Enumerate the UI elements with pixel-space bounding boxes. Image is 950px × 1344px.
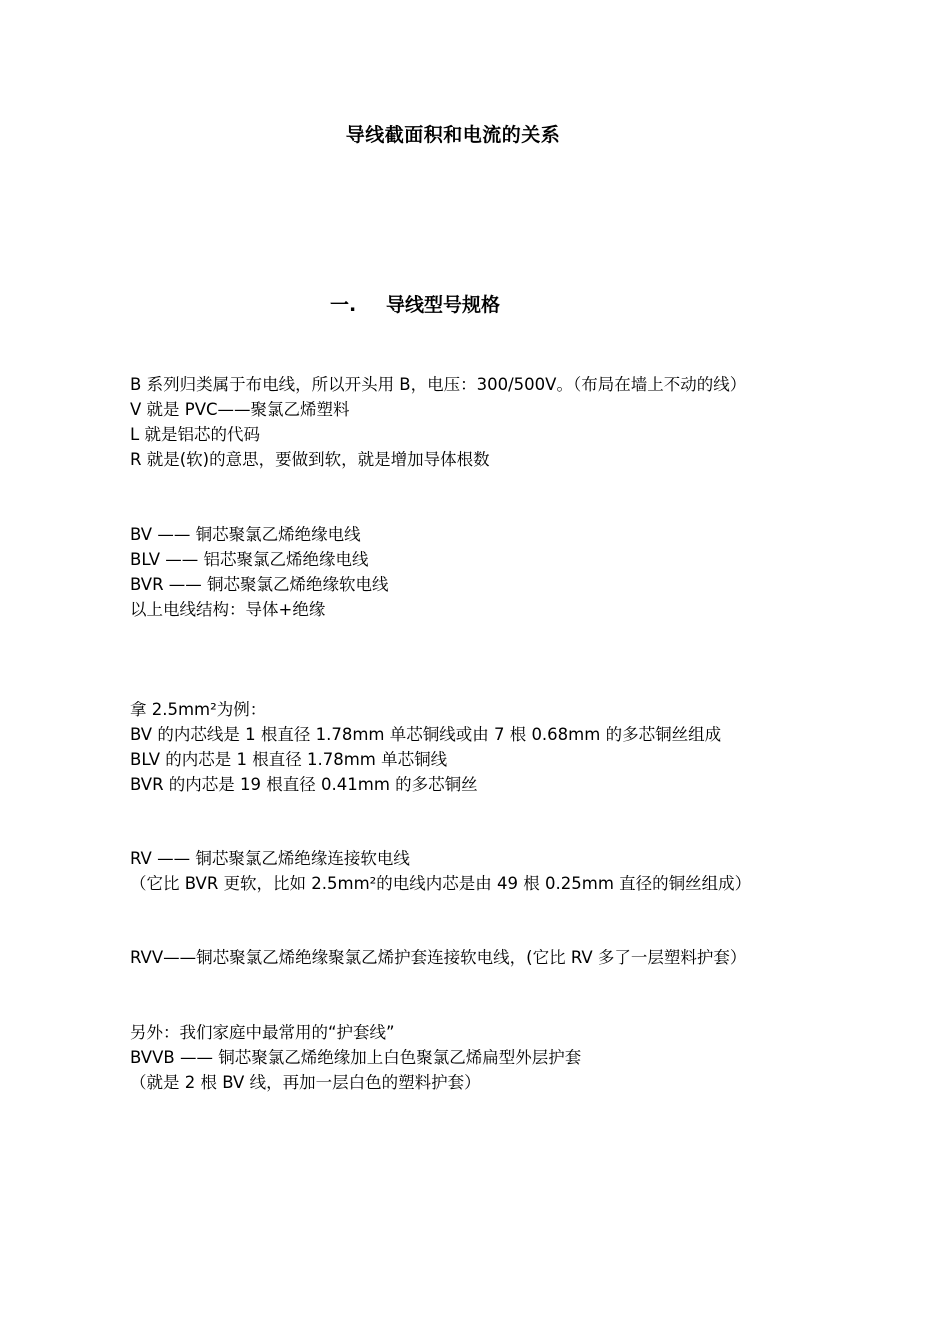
text-line: 拿 2.5mm²为例： <box>130 700 267 719</box>
text-line: （就是 2 根 BV 线，再加一层白色的塑料护套） <box>130 1073 481 1092</box>
text-line: BVR 的内芯是 19 根直径 0.41mm 的多芯铜丝 <box>130 775 478 794</box>
text-line: RV —— 铜芯聚氯乙烯绝缘连接软电线 <box>130 849 410 868</box>
section-number: 一. <box>330 294 357 316</box>
text-line: BLV —— 铝芯聚氯乙烯绝缘电线 <box>130 550 369 569</box>
text-line: BVR —— 铜芯聚氯乙烯绝缘软电线 <box>130 575 389 594</box>
text-line: 以上电线结构：导体+绝缘 <box>130 600 326 619</box>
text-line: （它比 BVR 更软，比如 2.5mm²的电线内芯是由 49 根 0.25mm 直径的铜丝组成） <box>130 874 752 893</box>
text-line: L 就是铝芯的代码 <box>130 425 260 444</box>
text-line: BVVB —— 铜芯聚氯乙烯绝缘加上白色聚氯乙烯扁型外层护套 <box>130 1048 582 1067</box>
text-line: BV —— 铜芯聚氯乙烯绝缘电线 <box>130 525 361 544</box>
text-line: R 就是(软)的意思，要做到软，就是增加导体根数 <box>130 450 490 469</box>
text-line: BV 的内芯线是 1 根直径 1.78mm 单芯铜线或由 7 根 0.68mm 的多芯铜丝组成 <box>130 725 722 744</box>
text-line: RVV——铜芯聚氯乙烯绝缘聚氯乙烯护套连接软电线，(它比 RV 多了一层塑料护套） <box>130 948 747 967</box>
section-heading <box>330 290 500 317</box>
section-title: 导线型号规格 <box>386 294 501 316</box>
text-line: 另外：我们家庭中最常用的“护套线” <box>130 1023 395 1042</box>
text-line: BLV 的内芯是 1 根直径 1.78mm 单芯铜线 <box>130 750 448 769</box>
text-line: B 系列归类属于布电线，所以开头用 B，电压：300/500V。（布局在墙上不动的线） <box>130 375 747 394</box>
document-title: 导线截面积和电流的关系 <box>345 124 561 146</box>
text-line: V 就是 PVC——聚氯乙烯塑料 <box>130 400 350 419</box>
